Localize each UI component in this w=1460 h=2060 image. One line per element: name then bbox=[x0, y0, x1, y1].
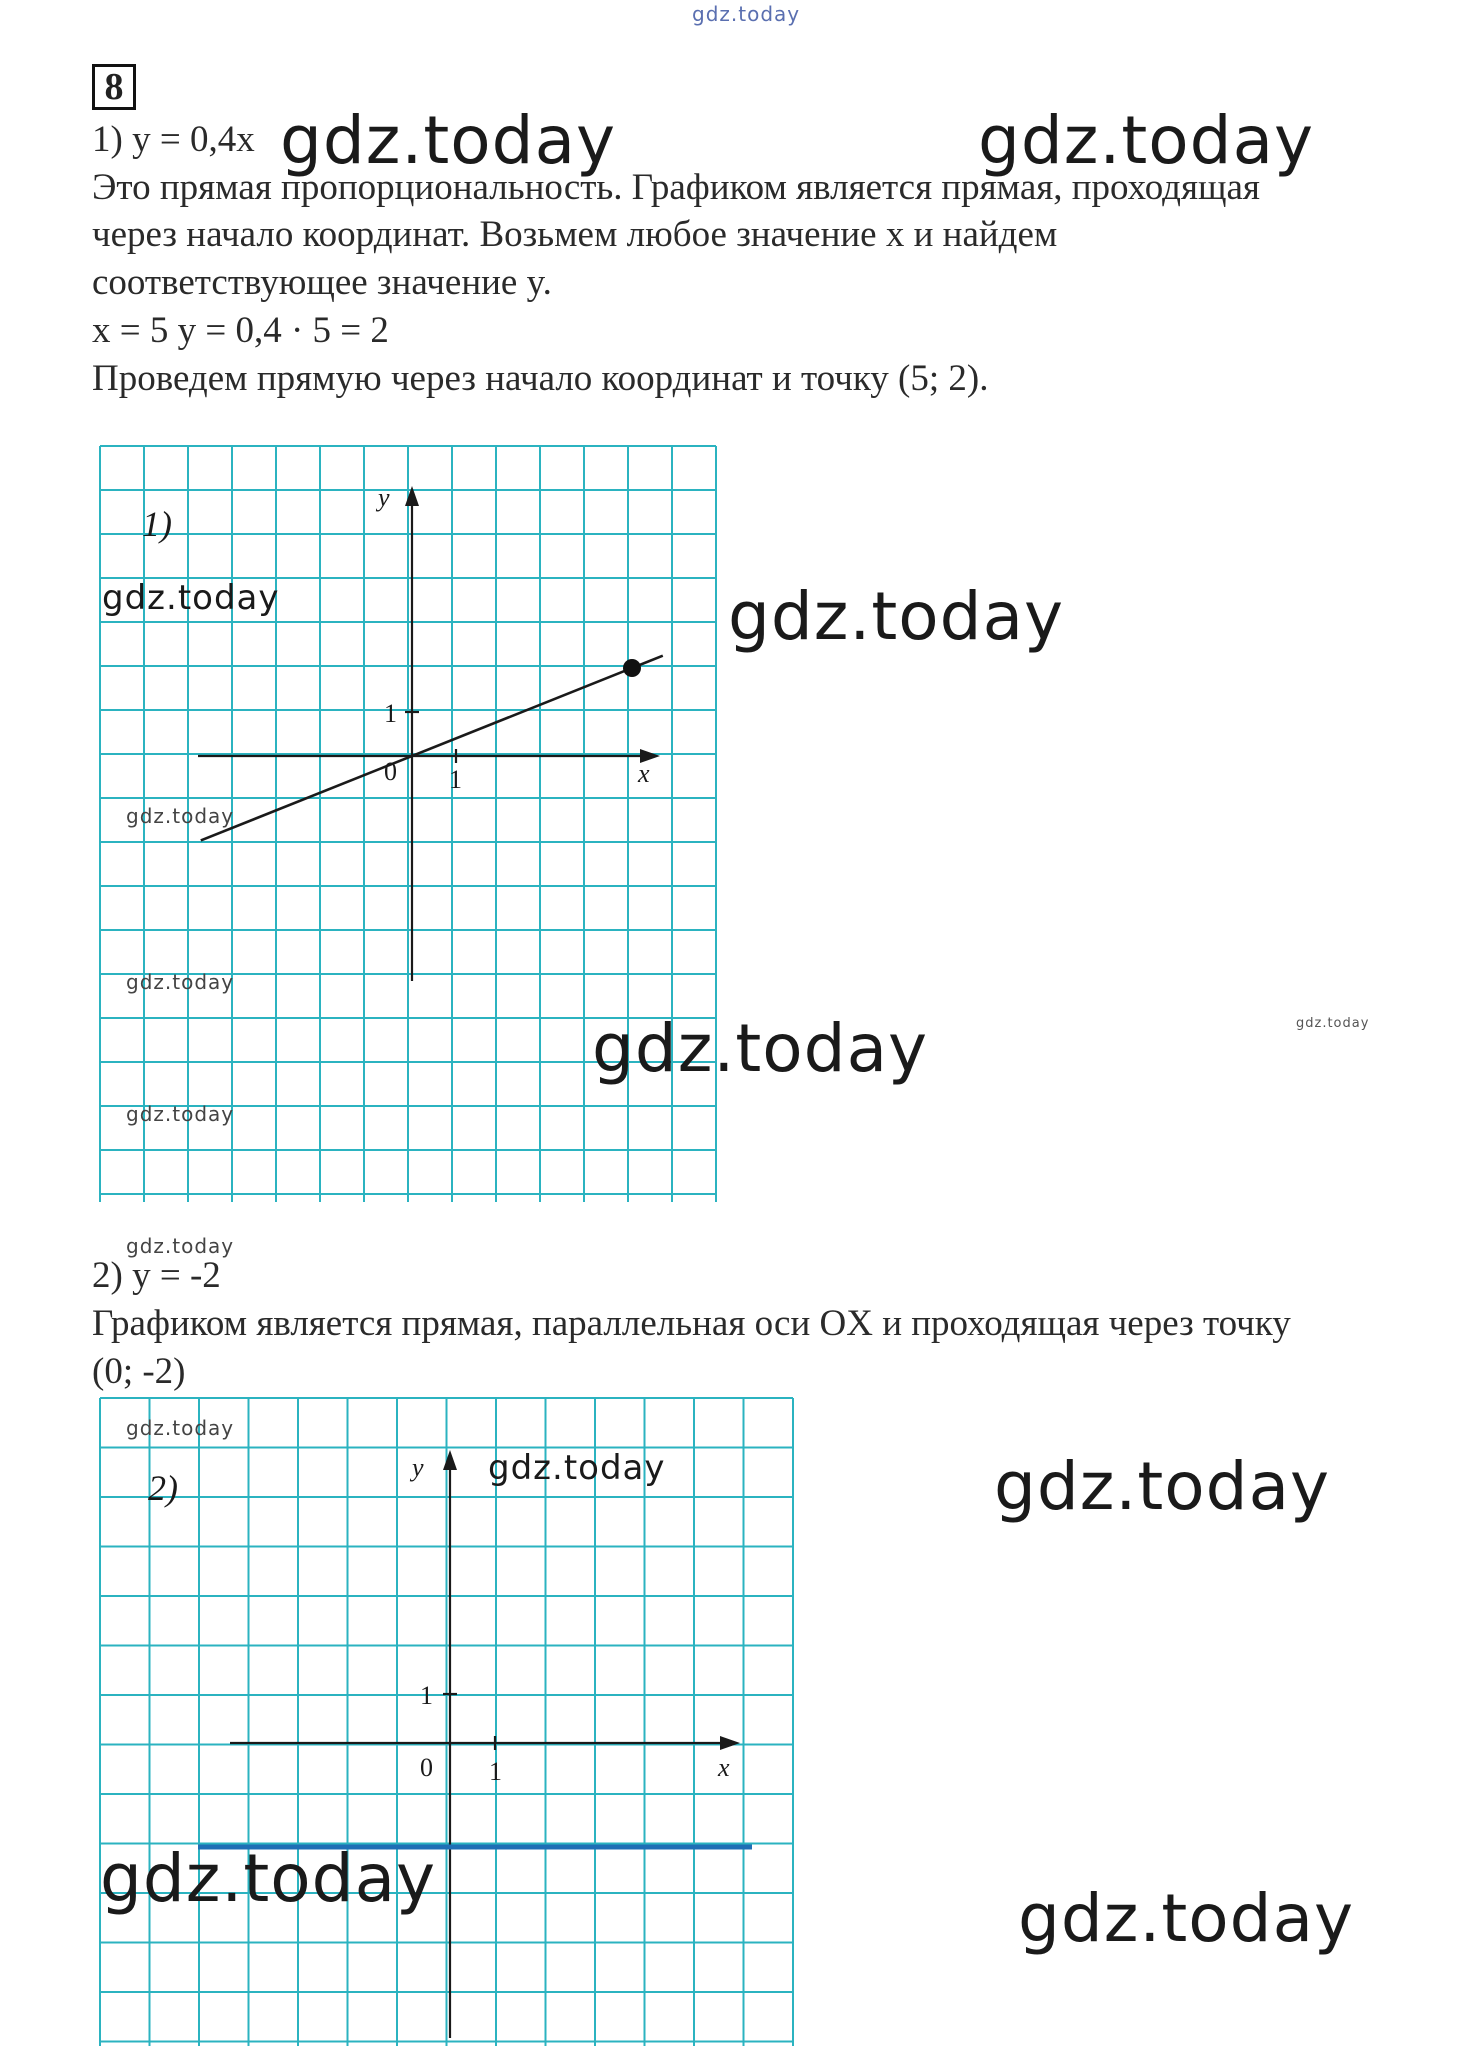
watermark: gdz.today bbox=[488, 1448, 666, 1488]
part2-text-line: (0; -2) bbox=[92, 1351, 186, 1392]
graph-2-grid bbox=[100, 1398, 793, 2046]
graph-2-x-label: x bbox=[718, 1753, 730, 1782]
graph-1-x-label: x bbox=[638, 759, 650, 788]
graph-2-label: 2) bbox=[148, 1468, 178, 1508]
watermark: gdz.today bbox=[1296, 1016, 1370, 1031]
graph-2-y-arrow bbox=[443, 1450, 457, 1470]
watermark: gdz.today bbox=[280, 102, 617, 179]
watermark: gdz.today bbox=[126, 1102, 235, 1126]
watermark: gdz.today bbox=[592, 1010, 929, 1087]
part1-text-line: через начало координат. Возьмем любое значение x и найдем bbox=[92, 214, 1058, 255]
graph-2-origin-label: 0 bbox=[420, 1753, 433, 1782]
watermark: gdz.today bbox=[728, 578, 1065, 655]
header-watermark: gdz.today bbox=[692, 2, 801, 26]
part2-text-line: Графиком является прямая, параллельная оси OX и проходящая через точку bbox=[92, 1303, 1291, 1344]
watermark: gdz.today bbox=[100, 1840, 437, 1917]
watermark: gdz.today bbox=[126, 970, 235, 994]
watermark: gdz.today bbox=[102, 578, 280, 618]
part1-text-line: Это прямая пропорциональность. Графиком является прямая, проходящая bbox=[92, 167, 1260, 208]
graph-1-x-tick-label: 1 bbox=[449, 765, 462, 794]
watermark: gdz.today bbox=[126, 1416, 235, 1440]
problem-number: 8 bbox=[92, 64, 136, 110]
part1-equation: 1) y = 0,4x bbox=[92, 119, 255, 160]
part1-text-line: Проведем прямую через начало координат и точку (5; 2). bbox=[92, 358, 989, 399]
graph-2-x-tick-label: 1 bbox=[489, 1757, 502, 1786]
graph-1-y-tick-label: 1 bbox=[384, 699, 397, 728]
graph-1-label: 1) bbox=[142, 504, 172, 544]
graph-1-point bbox=[623, 659, 641, 677]
graph-2 bbox=[100, 1398, 796, 2046]
watermark: gdz.today bbox=[1018, 1880, 1355, 1957]
graph-2-y-tick-label: 1 bbox=[420, 1681, 433, 1710]
graph-1-origin-label: 0 bbox=[384, 757, 397, 786]
watermark: gdz.today bbox=[126, 804, 235, 828]
graph-1-function-line bbox=[201, 656, 663, 841]
part2-equation: 2) y = -2 bbox=[92, 1255, 221, 1296]
graph-2-x-arrow bbox=[720, 1736, 740, 1750]
watermark: gdz.today bbox=[978, 102, 1315, 179]
part1-text-line: соответствующее значение y. bbox=[92, 262, 552, 303]
watermark: gdz.today bbox=[126, 1234, 235, 1258]
graph-1-y-label: y bbox=[378, 483, 390, 512]
part1-text-line: x = 5 y = 0,4 · 5 = 2 bbox=[92, 310, 389, 351]
graph-2-y-label: y bbox=[412, 1453, 424, 1482]
watermark: gdz.today bbox=[994, 1448, 1331, 1525]
